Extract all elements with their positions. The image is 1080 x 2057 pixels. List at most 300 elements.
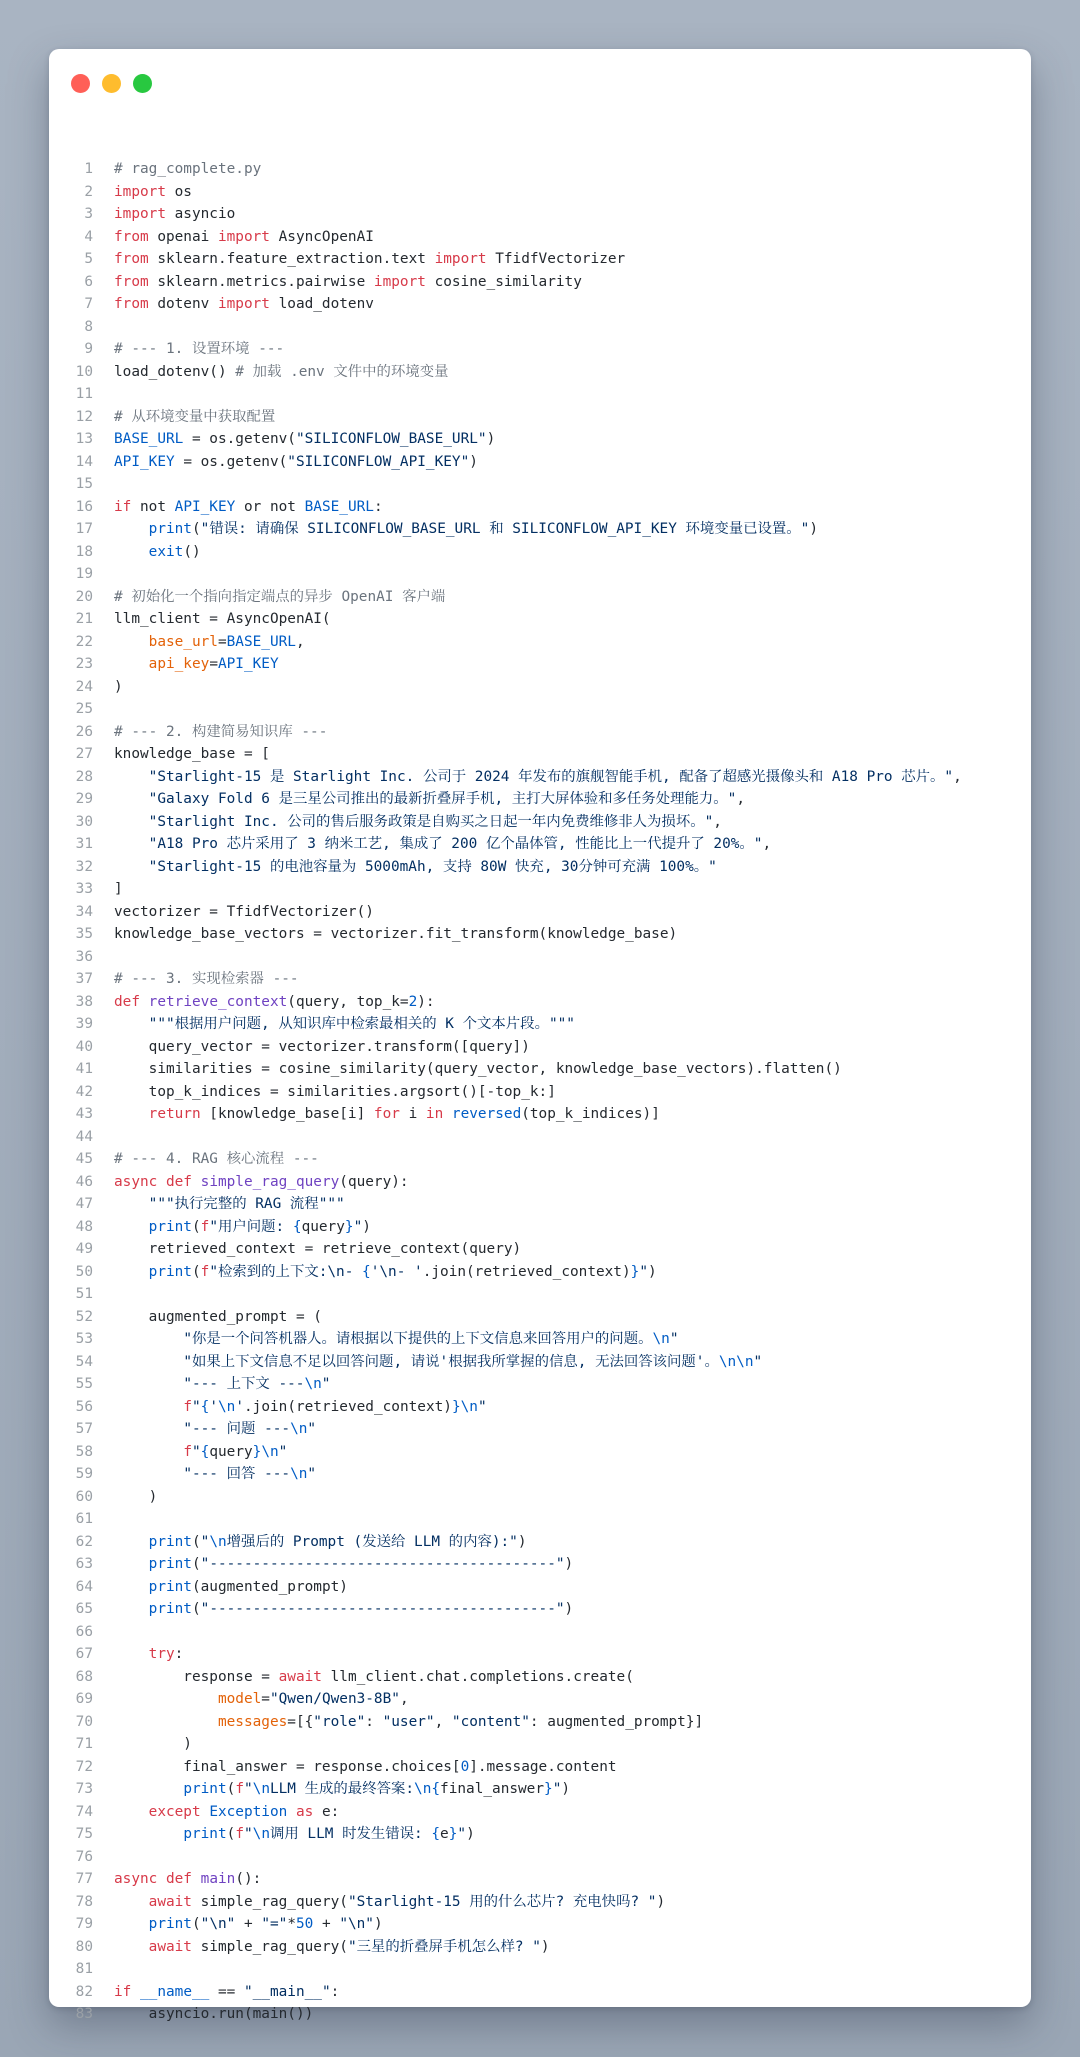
code-token: f (183, 1398, 192, 1415)
line-number: 30 (75, 813, 93, 830)
code-text (114, 428, 495, 451)
code-text (114, 1418, 316, 1441)
line-number: 76 (75, 1848, 93, 1865)
code-token: .join(retrieved_context) (422, 1263, 631, 1280)
code-text (114, 1666, 634, 1689)
code-token: "----------------------------------------" (200, 1601, 565, 1617)
code-text (114, 1103, 660, 1126)
line-number: 46 (75, 1173, 93, 1190)
code-line (49, 1801, 1031, 1824)
code-line (49, 1126, 1031, 1149)
code-token: # rag_complete.py (114, 161, 262, 177)
line-number: 45 (75, 1151, 93, 1167)
code-line (49, 1036, 1031, 1059)
code-token (114, 1781, 183, 1797)
code-line (49, 833, 1031, 856)
code-token (114, 814, 149, 830)
code-token: } (630, 1263, 640, 1280)
code-token: e: (313, 1803, 340, 1820)
code-token: { (431, 1826, 441, 1842)
code-token: BASE_URL (304, 498, 374, 515)
code-token (114, 1691, 218, 1707)
code-token (114, 1826, 183, 1842)
code-token: as (295, 1803, 314, 1820)
code-text (114, 833, 771, 856)
code-token: print (148, 1218, 192, 1235)
minimize-button[interactable] (102, 74, 121, 93)
code-token: : (174, 1646, 184, 1662)
code-token: \n (218, 1398, 236, 1415)
code-token: ) (809, 521, 819, 537)
code-line (49, 1643, 1031, 1666)
code-token: import (373, 273, 426, 290)
code-line (49, 878, 1031, 901)
code-token: \n (652, 1331, 670, 1347)
code-token: " (353, 1218, 363, 1235)
code-token: 0 (460, 1758, 470, 1775)
code-text (114, 226, 374, 249)
line-number: 6 (84, 273, 93, 290)
code-token (114, 1646, 149, 1662)
code-token: except (148, 1803, 201, 1820)
code-line (49, 1441, 1031, 1464)
code-token: "Qwen/Qwen3-8B" (269, 1691, 400, 1707)
code-token: asyncio (165, 206, 236, 222)
code-text (114, 451, 478, 474)
line-number: 77 (75, 1871, 93, 1887)
code-token: sklearn.feature_extraction.text (148, 251, 435, 267)
code-token: , (434, 1713, 452, 1730)
code-token (114, 1354, 183, 1370)
code-token (114, 791, 149, 807)
maximize-button[interactable] (133, 74, 152, 93)
line-number: 10 (75, 363, 93, 380)
code-token (114, 1016, 149, 1032)
code-token: # --- 3. 实现检索器 --- (114, 971, 299, 987)
code-token: print (148, 521, 192, 537)
code-text (114, 1598, 573, 1621)
code-token (114, 1534, 149, 1550)
code-token: " (243, 1826, 253, 1842)
code-token: simple_rag_query (200, 1173, 340, 1190)
code-token: ) (656, 1893, 666, 1910)
code-token: \n (304, 1376, 322, 1392)
code-token: f (200, 1218, 210, 1235)
code-text (114, 248, 625, 271)
code-text (114, 1733, 192, 1756)
code-text (114, 1373, 330, 1396)
code-token: retrieved_context = retrieve_context(query) (114, 1241, 522, 1257)
line-number: 37 (75, 971, 93, 987)
code-token (114, 1376, 183, 1392)
code-line (49, 1148, 1031, 1171)
code-line (49, 1396, 1031, 1419)
code-token: ( (226, 1826, 236, 1842)
code-token: , (295, 633, 305, 650)
code-token: '\n- ' (370, 1263, 423, 1280)
code-token: def (114, 993, 140, 1010)
line-number: 42 (75, 1083, 93, 1100)
code-text (114, 1913, 383, 1936)
code-line (49, 991, 1031, 1014)
code-token: = os.getenv( (183, 431, 296, 447)
code-token: API_KEY (174, 498, 236, 515)
code-token: "Starlight Inc. 公司的售后服务政策是自购买之日起一年内免费维修非人为损坏。" (148, 813, 714, 830)
code-token: : augmented_prompt}] (529, 1713, 704, 1730)
code-token: top_k_indices = similarities.argsort()[-top_k:] (114, 1083, 556, 1100)
line-number: 54 (75, 1353, 93, 1370)
line-number: 12 (75, 408, 93, 425)
line-number: 13 (75, 431, 93, 447)
line-number: 38 (75, 993, 93, 1010)
code-token (114, 836, 149, 852)
line-number: 26 (75, 723, 93, 740)
code-token: \n (290, 1466, 308, 1482)
code-line (49, 1531, 1031, 1554)
code-token: : (365, 1713, 383, 1730)
code-line (49, 1778, 1031, 1801)
code-token: " (200, 1533, 210, 1550)
code-text (114, 586, 445, 609)
code-token: } (451, 1398, 461, 1415)
code-text (114, 338, 284, 361)
code-token: ].message.content (469, 1758, 617, 1775)
code-token: { (200, 1398, 210, 1415)
code-token: () (183, 543, 201, 560)
code-token: " (191, 1443, 201, 1460)
code-token (114, 859, 149, 875)
code-token: async def (114, 1173, 192, 1190)
window-controls (71, 74, 152, 93)
code-token: from (114, 251, 149, 267)
code-text (114, 856, 717, 879)
code-text (114, 1553, 573, 1576)
code-token (114, 1714, 218, 1730)
line-number: 27 (75, 746, 93, 762)
code-token: print (148, 1578, 192, 1595)
line-number: 56 (75, 1398, 93, 1415)
code-token: = (261, 1691, 270, 1707)
code-token: "三星的折叠屏手机怎么样? " (347, 1938, 541, 1955)
code-token: from (114, 273, 149, 290)
code-token: { (200, 1443, 210, 1460)
code-token: load_dotenv (269, 296, 374, 312)
line-number: 43 (75, 1106, 93, 1122)
code-text (114, 1171, 409, 1194)
code-text (114, 2003, 313, 2026)
code-line (49, 1103, 1031, 1126)
code-token: (augmented_prompt) (191, 1578, 348, 1595)
code-token (114, 1444, 183, 1460)
code-token (114, 1916, 149, 1932)
code-token: for (373, 1106, 400, 1122)
code-token: 2 (408, 993, 418, 1010)
code-token: "--- 问题 --- (183, 1421, 291, 1437)
code-token: = os.getenv( (174, 453, 288, 470)
code-text (114, 1711, 703, 1734)
code-token: import (217, 228, 270, 245)
code-token (114, 1264, 149, 1280)
code-token: (query, top_k= (287, 993, 409, 1010)
code-token: exit (148, 543, 184, 560)
code-line (49, 1013, 1031, 1036)
code-line (49, 1733, 1031, 1756)
code-token: 调用 LLM 时发生错误: (269, 1826, 432, 1842)
code-line (49, 1283, 1031, 1306)
code-token (114, 1331, 183, 1347)
code-token: query (209, 1443, 253, 1460)
line-number: 61 (75, 1511, 93, 1527)
code-token: simple_rag_query( (191, 1938, 348, 1955)
code-line (49, 203, 1031, 226)
code-token: , (736, 791, 745, 807)
code-line (49, 721, 1031, 744)
line-number: 36 (75, 948, 93, 965)
line-number: 74 (75, 1803, 93, 1820)
code-line (49, 1666, 1031, 1689)
code-line (49, 1958, 1031, 1981)
line-number: 41 (75, 1061, 93, 1077)
code-token: print (148, 1556, 192, 1572)
code-text (114, 1036, 530, 1059)
code-text (114, 1688, 409, 1711)
code-token: ( (226, 1781, 236, 1797)
code-line (49, 1981, 1031, 2004)
code-text (114, 271, 582, 294)
code-token (287, 1804, 296, 1820)
code-line (49, 1351, 1031, 1374)
code-text (114, 766, 962, 789)
code-token (114, 1106, 149, 1122)
code-line (49, 1463, 1031, 1486)
code-text (114, 1351, 762, 1374)
line-number: 3 (84, 206, 93, 222)
code-token: == (209, 1983, 244, 2000)
code-line (49, 1823, 1031, 1846)
code-token: load_dotenv() (114, 363, 236, 380)
code-line (49, 1328, 1031, 1351)
code-token: + (235, 1916, 262, 1932)
code-token: # 加载 .env 文件中的环境变量 (235, 363, 449, 380)
code-text (114, 361, 449, 384)
code-token: " (321, 1376, 331, 1392)
code-token: [knowledge_base[i] (200, 1106, 374, 1122)
code-text (114, 923, 677, 946)
code-token: " (477, 1398, 487, 1415)
code-token: \n\n (718, 1353, 754, 1370)
code-line (49, 541, 1031, 564)
code-token: return (148, 1106, 201, 1122)
code-text (114, 1936, 550, 1959)
line-number: 57 (75, 1421, 93, 1437)
code-token (114, 1894, 149, 1910)
code-token: retrieve_context (148, 993, 288, 1010)
code-text (114, 406, 275, 429)
code-token: ( (191, 521, 201, 537)
code-token: e (440, 1826, 449, 1842)
line-number: 11 (75, 386, 93, 402)
code-token: API_KEY (114, 453, 175, 470)
code-line (49, 1216, 1031, 1239)
line-number: 59 (75, 1466, 93, 1482)
close-button[interactable] (71, 74, 90, 93)
line-number: 32 (75, 858, 93, 875)
code-token: await (148, 1893, 192, 1910)
code-text (114, 1868, 261, 1891)
code-line (49, 653, 1031, 676)
code-token: query (301, 1218, 345, 1235)
code-token: f (183, 1443, 192, 1460)
code-token: \n (252, 1826, 270, 1842)
code-line (49, 1688, 1031, 1711)
line-number: 78 (75, 1893, 93, 1910)
code-token: "Starlight-15 用的什么芯片? 充电快吗? " (347, 1893, 657, 1910)
code-token: ): (417, 993, 435, 1010)
code-line (49, 1891, 1031, 1914)
code-line (49, 2003, 1031, 2026)
code-token: """执行完整的 RAG 流程""" (148, 1196, 345, 1212)
code-text (114, 541, 201, 564)
code-token: ' (209, 1398, 218, 1415)
code-line (49, 788, 1031, 811)
code-text (114, 1778, 570, 1801)
code-token: "SILICONFLOW_BASE_URL" (295, 431, 487, 447)
code-token: " (552, 1781, 562, 1797)
code-line (49, 383, 1031, 406)
code-line (49, 946, 1031, 969)
code-token: =[{ (287, 1713, 314, 1730)
code-text (114, 1306, 322, 1329)
code-line (49, 1508, 1031, 1531)
code-text (114, 1193, 345, 1216)
line-number: 9 (84, 341, 93, 357)
code-text (114, 1756, 617, 1779)
code-text (114, 631, 305, 654)
code-token: (): (235, 1871, 262, 1887)
code-line (49, 316, 1031, 339)
code-token: "用户问题: (209, 1218, 293, 1235)
code-token: "\n" (339, 1916, 374, 1932)
code-token: ( (191, 1533, 201, 1550)
code-line (49, 181, 1031, 204)
code-token: "role" (313, 1713, 366, 1730)
code-token: " (753, 1353, 763, 1370)
code-line (49, 1756, 1031, 1779)
code-line (49, 766, 1031, 789)
code-token: or not (235, 498, 305, 515)
code-token: + (313, 1916, 340, 1932)
code-token: "错误: 请确保 SILICONFLOW_BASE_URL 和 SILICONFLOW_API_KEY 环境变量已设置。" (200, 521, 810, 537)
code-line (49, 473, 1031, 496)
code-token: "__main__" (243, 1983, 331, 2000)
line-number: 53 (75, 1331, 93, 1347)
code-token: # 初始化一个指向指定端点的异步 OpenAI 客户端 (114, 588, 446, 605)
code-token: BASE_URL (226, 633, 296, 650)
code-token: f (235, 1826, 244, 1842)
code-token: = (217, 633, 227, 650)
code-token: asyncio.run(main()) (114, 2006, 314, 2022)
code-line (49, 743, 1031, 766)
code-line (49, 496, 1031, 519)
code-token: { (362, 1263, 371, 1280)
code-token (114, 656, 149, 672)
code-line (49, 406, 1031, 429)
line-number: 20 (75, 588, 93, 605)
code-text (114, 496, 383, 519)
code-token: response = (114, 1668, 279, 1685)
line-number: 23 (75, 656, 93, 672)
code-token: in (425, 1106, 444, 1122)
code-line (49, 1373, 1031, 1396)
code-token: print (148, 1916, 192, 1932)
code-token: ( (191, 1556, 201, 1572)
line-number: 40 (75, 1038, 93, 1055)
code-token: simple_rag_query( (191, 1893, 348, 1910)
code-token: import (217, 296, 270, 312)
code-token: import (114, 183, 166, 200)
code-line (49, 1621, 1031, 1644)
code-line (49, 1913, 1031, 1936)
code-line (49, 676, 1031, 699)
code-line (49, 361, 1031, 384)
line-number: 69 (75, 1691, 93, 1707)
line-number: 83 (75, 2006, 93, 2022)
code-token: 增强后的 Prompt (发送给 LLM 的内容):" (226, 1533, 518, 1550)
code-text (114, 1013, 575, 1036)
code-text (114, 1261, 657, 1284)
line-number: 16 (75, 498, 93, 515)
line-number: 58 (75, 1443, 93, 1460)
code-token: " (457, 1826, 467, 1842)
code-text (114, 1981, 339, 2004)
code-token: ) (114, 678, 123, 695)
line-number: 28 (75, 768, 93, 785)
code-token: """根据用户问题, 从知识库中检索最相关的 K 个文本片段。""" (148, 1016, 575, 1032)
code-token (114, 544, 149, 560)
code-text (114, 518, 818, 541)
code-token: from (114, 296, 149, 312)
code-text (114, 721, 327, 744)
line-number: 72 (75, 1758, 93, 1775)
code-token: async def (114, 1871, 192, 1887)
code-token: __name__ (140, 1983, 210, 2000)
code-token: : (330, 1983, 340, 2000)
code-line (49, 631, 1031, 654)
code-text (114, 1148, 319, 1171)
code-token: knowledge_base_vectors = vectorizer.fit_transform(knowledge_base) (114, 926, 678, 942)
line-number: 29 (75, 791, 93, 807)
code-token: 50 (295, 1916, 314, 1932)
code-token: print (183, 1826, 227, 1842)
code-line (49, 901, 1031, 924)
line-number: 8 (84, 318, 93, 335)
code-line (49, 518, 1031, 541)
code-token: ) (517, 1533, 527, 1550)
code-line (49, 451, 1031, 474)
code-text (114, 991, 435, 1014)
code-token: "--- 上下文 --- (183, 1376, 305, 1392)
code-token: AsyncOpenAI (269, 228, 374, 245)
code-token: main (200, 1871, 236, 1887)
code-token (114, 521, 149, 537)
code-token (192, 1871, 201, 1887)
line-number: 22 (75, 633, 93, 650)
line-number: 4 (84, 228, 93, 245)
code-token: : (373, 498, 383, 515)
code-token: ) (561, 1781, 571, 1797)
line-number: 64 (75, 1578, 93, 1595)
code-text (114, 968, 299, 991)
